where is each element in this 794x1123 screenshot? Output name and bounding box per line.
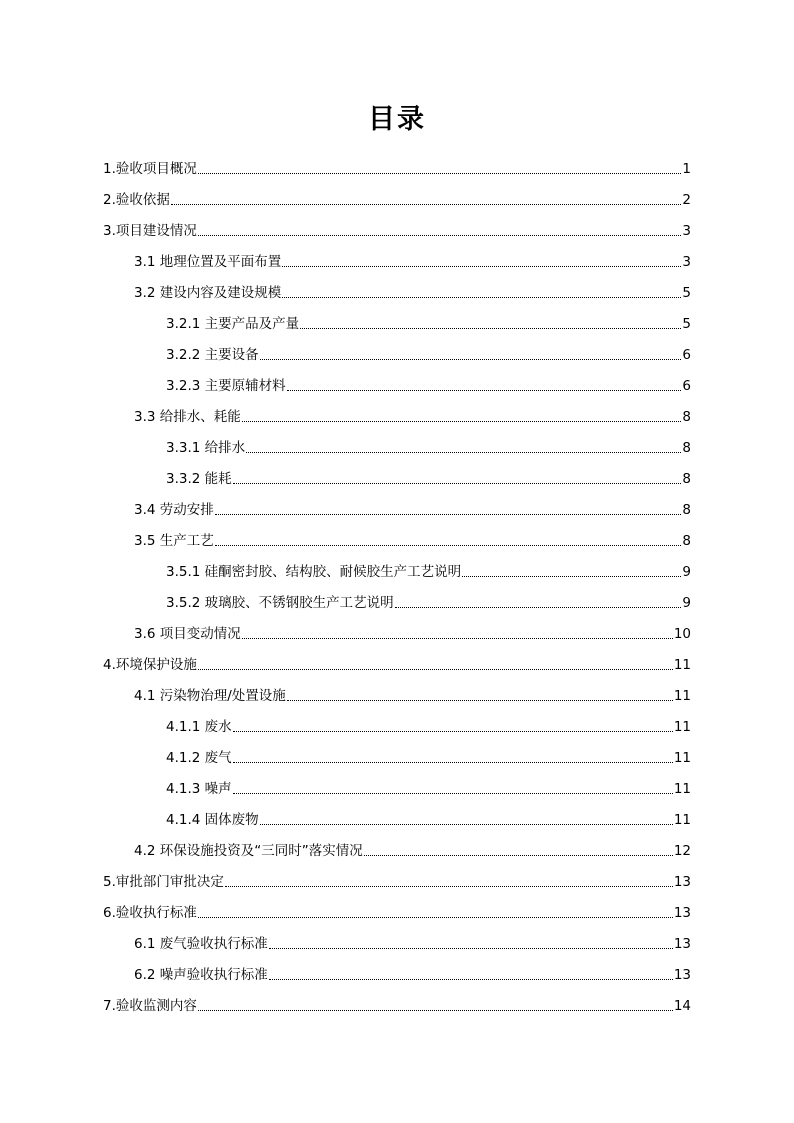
toc-entry-page-number: 8 [682,502,691,518]
dot-leader [287,390,682,391]
toc-entry[interactable] [166,306,691,337]
toc-entry-label: 5.审批部门审批决定 [103,874,224,890]
toc-entry-page-number: 2 [682,192,691,208]
toc-entry[interactable] [134,244,691,275]
toc-entry-page-number: 1 [682,161,691,177]
toc-entry-label: 4.1.1 废水 [166,719,232,735]
toc-entry-page-number: 9 [682,595,691,611]
dot-leader [198,669,673,670]
toc-entry[interactable] [134,492,691,523]
toc-entry-label: 4.1.4 固体废物 [166,812,259,828]
toc-entry-label: 3.2 建设内容及建设规模 [134,285,282,301]
toc-entry[interactable] [166,771,691,802]
toc-entry-page-number: 11 [673,750,691,766]
toc-entry-page-number: 13 [673,905,691,921]
dot-leader [269,948,673,949]
dot-leader [242,421,682,422]
toc-entry-page-number: 11 [673,657,691,673]
toc-entry[interactable] [103,151,691,182]
dot-leader [282,297,681,298]
toc-entry[interactable] [166,461,691,492]
toc-entry[interactable] [166,802,691,833]
toc-entry-page-number: 8 [682,471,691,487]
dot-leader [282,266,681,267]
dot-leader [233,483,682,484]
toc-entry[interactable] [166,554,691,585]
toc-entry[interactable] [134,399,691,430]
toc-entry[interactable] [134,926,691,957]
toc-entry[interactable] [166,368,691,399]
toc-entry[interactable] [134,957,691,988]
dot-leader [260,824,673,825]
toc-entry-page-number: 8 [682,440,691,456]
dot-leader [242,638,673,639]
toc-entry-page-number: 11 [673,812,691,828]
toc-entry[interactable] [103,182,691,213]
toc-entry[interactable] [103,213,691,244]
toc-entry[interactable] [134,833,691,864]
toc-entry-label: 3.项目建设情况 [103,223,197,239]
toc-entry-page-number: 6 [682,347,691,363]
dot-leader [225,886,673,887]
toc-entry-page-number: 8 [682,533,691,549]
dot-leader [215,514,682,515]
toc-entry-label: 1.验收项目概况 [103,161,197,177]
toc-entry-label: 3.5.1 硅酮密封胶、结构胶、耐候胶生产工艺说明 [166,564,462,580]
toc-entry[interactable] [134,275,691,306]
dot-leader [198,235,682,236]
toc-entry-page-number: 13 [673,874,691,890]
toc-entry-label: 3.3 给排水、耗能 [134,409,241,425]
dot-leader [233,793,673,794]
toc-entry-page-number: 12 [673,843,691,859]
toc-entry-label: 3.6 项目变动情况 [134,626,241,642]
toc-entry-label: 4.1.3 噪声 [166,781,232,797]
toc-entry-label: 4.1.2 废气 [166,750,232,766]
toc-entry-label: 3.3.1 给排水 [166,440,246,456]
dot-leader [198,917,673,918]
toc-entry[interactable] [166,585,691,616]
toc-entry-label: 3.4 劳动安排 [134,502,214,518]
toc-entry-label: 6.2 噪声验收执行标准 [134,967,268,983]
dot-leader [246,452,681,453]
toc-entry[interactable] [134,523,691,554]
toc-entry-page-number: 3 [682,223,691,239]
toc-entry-label: 4.环境保护设施 [103,657,197,673]
dot-leader [300,328,681,329]
dot-leader [215,545,682,546]
toc-entry-page-number: 3 [682,254,691,270]
toc-entry[interactable] [166,740,691,771]
toc-entry-label: 2.验收依据 [103,192,170,208]
toc-entry-page-number: 9 [682,564,691,580]
toc-entry-page-number: 11 [673,781,691,797]
toc-entry-label: 3.2.1 主要产品及产量 [166,316,300,332]
dot-leader [233,762,673,763]
dot-leader [233,731,673,732]
toc-entry-label: 4.1 污染物治理/处置设施 [134,688,286,704]
dot-leader [395,607,682,608]
toc-entry[interactable] [166,337,691,368]
toc-entry[interactable] [166,430,691,461]
dot-leader [364,855,673,856]
table-of-contents [0,151,794,1019]
dot-leader [198,1010,673,1011]
toc-entry[interactable] [103,864,691,895]
toc-entry-page-number: 5 [682,316,691,332]
toc-entry-page-number: 13 [673,967,691,983]
toc-entry[interactable] [134,678,691,709]
toc-entry[interactable] [103,895,691,926]
toc-entry-label: 3.2.3 主要原辅材料 [166,378,286,394]
toc-entry-label: 3.2.2 主要设备 [166,347,259,363]
toc-entry-label: 7.验收监测内容 [103,998,197,1014]
page-title: 目录 [368,104,426,135]
toc-entry-label: 6.1 废气验收执行标准 [134,936,268,952]
toc-entry-page-number: 6 [682,378,691,394]
toc-entry-label: 6.验收执行标准 [103,905,197,921]
toc-entry[interactable] [166,709,691,740]
toc-entry[interactable] [134,616,691,647]
toc-entry-page-number: 11 [673,719,691,735]
toc-entry-page-number: 5 [682,285,691,301]
toc-entry-page-number: 10 [673,626,691,642]
toc-entry-page-number: 13 [673,936,691,952]
dot-leader [260,359,682,360]
toc-entry-label: 3.5 生产工艺 [134,533,214,549]
toc-entry[interactable] [103,647,691,678]
toc-entry[interactable] [103,988,691,1019]
dot-leader [198,173,682,174]
dot-leader [287,700,673,701]
toc-entry-page-number: 14 [673,998,691,1014]
toc-entry-page-number: 11 [673,688,691,704]
toc-entry-label: 3.3.2 能耗 [166,471,232,487]
dot-leader [462,576,681,577]
dot-leader [269,979,673,980]
toc-entry-page-number: 8 [682,409,691,425]
toc-entry-label: 3.5.2 玻璃胶、不锈钢胶生产工艺说明 [166,595,394,611]
dot-leader [171,204,682,205]
toc-entry-label: 4.2 环保设施投资及“三同时”落实情况 [134,843,363,859]
toc-entry-label: 3.1 地理位置及平面布置 [134,254,282,270]
